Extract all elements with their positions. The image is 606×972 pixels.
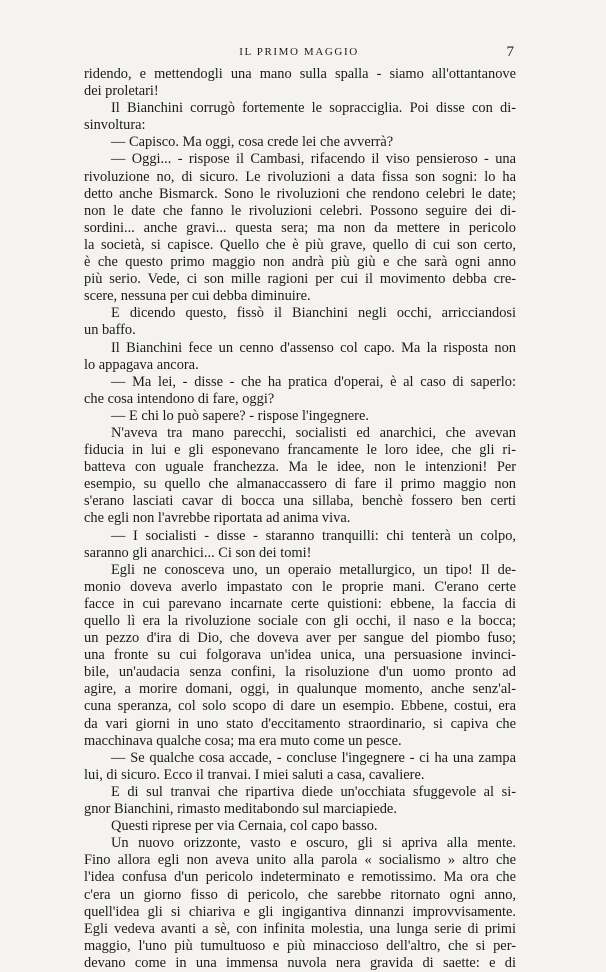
text-line: agire, a morire domani, oggi, in qualunque momento, anche senz'al-	[84, 681, 516, 698]
text-line: è che questo primo maggio non andrà più giù e che sarà ogni anno	[84, 254, 516, 271]
body-text	[84, 66, 516, 972]
text-line: Un nuovo orizzonte, vasto e oscuro, gli si apriva alla mente.	[111, 835, 516, 852]
text-line: lo appagava ancora.	[84, 356, 199, 373]
text-line: bile, un'audacia senza confini, la risoluzione d'un uomo pronto ad	[84, 664, 516, 681]
text-line: E di sul tranvai che ripartiva diede un'occhiata sfuggevole al si-	[111, 783, 516, 800]
text-line: — Se qualche cosa accade, - concluse l'ingegnere - ci ha una zampa	[111, 749, 516, 766]
text-line: maggio, l'uno più tumultuoso e più minaccioso dell'altro, che si per-	[84, 937, 516, 954]
text-line: l'idea confusa d'un pericolo indeterminato e remotissimo. Ma ora che	[84, 869, 516, 886]
text-line: gnor Bianchini, rimasto meditabondo sul marciapiede.	[84, 801, 397, 818]
text-line: Il Bianchini corrugò fortemente le sopracciglia. Poi disse con di-	[111, 100, 516, 117]
text-line: che cosa intendono di fare, oggi?	[84, 390, 275, 407]
text-line: monio doveva averlo impastato con le proprie mani. C'erano certe	[84, 578, 516, 595]
text-line: fiducia in lui e gli esponevano francamente le loro idee, che gli ri-	[84, 442, 516, 459]
text-line: Egli ne conosceva uno, un operaio metallurgico, un tipo! Il de-	[111, 561, 516, 578]
page-number: 7	[506, 44, 514, 60]
text-line: c'era un giorno fisso di pericolo, che sarebbe ritornato ogni anno,	[84, 886, 516, 903]
text-line: s'erano lasciati cavar di bocca una sillaba, benchè fossero ben certi	[84, 493, 516, 510]
text-line: — Ma lei, - disse - che ha pratica d'operai, è al caso di saperlo:	[111, 373, 516, 390]
text-line: devano come in una immensa nuvola nera gravida di saette: e di	[84, 954, 516, 971]
text-line: — Oggi... - rispose il Cambasi, rifacendo il viso pensieroso - una	[111, 151, 516, 168]
text-line: che egli non l'avrebbe riportata ad anima viva.	[84, 510, 351, 527]
text-line: batteva con uguale franchezza. Ma le idee, non le intenzioni! Per	[84, 459, 516, 476]
page-header	[84, 44, 514, 64]
text-line: — I socialisti - disse - staranno tranquilli: chi tenterà un colpo,	[111, 527, 516, 544]
text-line: più serio. Vede, ci son mille ragioni per cui il movimento debba cre-	[84, 271, 516, 288]
text-line: — E chi lo può sapere? - rispose l'ingegnere.	[111, 407, 369, 424]
text-line: Questi riprese per via Cernaia, col capo basso.	[111, 818, 378, 835]
text-line: un baffo.	[84, 322, 136, 339]
text-line: un pezzo d'ira di Dio, che doveva aver per sangue del piombo fuso;	[84, 630, 516, 647]
text-line: sordini... anche gravi... questa sera; ma non da mettere in pericolo	[84, 219, 516, 236]
text-line: cuna speranza, col solo scopo di dare un esempio. Ebbene, costui, era	[84, 698, 516, 715]
text-line: non le date che fanno le rivoluzioni celebri. Possono seguire dei di-	[84, 202, 516, 219]
text-line: rivoluzione no, di sicuro. Le rivoluzioni a data fissa son sogni: lo ha	[84, 168, 516, 185]
text-line: una fronte su cui folgorava un'idea unica, una persuasione invinci-	[84, 647, 516, 664]
running-title: IL PRIMO MAGGIO	[239, 46, 359, 58]
text-line: Egli vedeva avanti a sè, con infinita molestia, una lunga serie di primi	[84, 920, 516, 937]
text-line: macchinava qualche cosa; ma era muto come un pesce.	[84, 732, 402, 749]
text-line: scere, nessuna per cui debba diminuire.	[84, 288, 311, 305]
text-line: esempio, su quello che almanaccassero di fare il primo maggio non	[84, 476, 516, 493]
text-line: quell'idea gli si chiariva e gli ingigantiva dinnanzi improvvisamente.	[84, 903, 516, 920]
text-line: ridendo, e mettendogli una mano sulla spalla - siamo all'ottantanove	[84, 66, 516, 82]
text-line: facce in cui parevano incarnate certe quistioni: ebbene, la faccia di	[84, 595, 516, 612]
text-line: sinvoltura:	[84, 117, 146, 134]
text-line: — Capisco. Ma oggi, cosa crede lei che avverrà?	[111, 134, 394, 151]
text-line: quello lì era la rivoluzione sociale con gli occhi, il naso e la bocca;	[84, 613, 516, 629]
text-line: N'aveva tra mano parecchi, socialisti ed anarchici, che avevan	[111, 424, 516, 441]
text-line: detto anche Bismarck. Sono le rivoluzioni che rendono celebri le date;	[84, 185, 516, 202]
text-line: da vari giorni in uno stato d'eccitamento straordinario, si capiva che	[84, 715, 516, 732]
text-line: Fino allora egli non aveva unito alla parola « socialismo » altro che	[84, 852, 516, 869]
text-line: lui, di sicuro. Ecco il tranvai. I miei saluti a casa, cavaliere.	[84, 766, 425, 783]
text-line: la società, si capisce. Quello che è più grave, quello di cui son certo,	[84, 236, 516, 253]
text-line: saranno gli anarchici... Ci son dei tomi!	[84, 544, 312, 561]
text-line: Il Bianchini fece un cenno d'assenso col capo. Ma la risposta non	[111, 339, 516, 356]
text-line: dei proletari!	[84, 83, 159, 100]
text-line: E dicendo questo, fissò il Bianchini negli occhi, arricciandosi	[111, 305, 516, 322]
